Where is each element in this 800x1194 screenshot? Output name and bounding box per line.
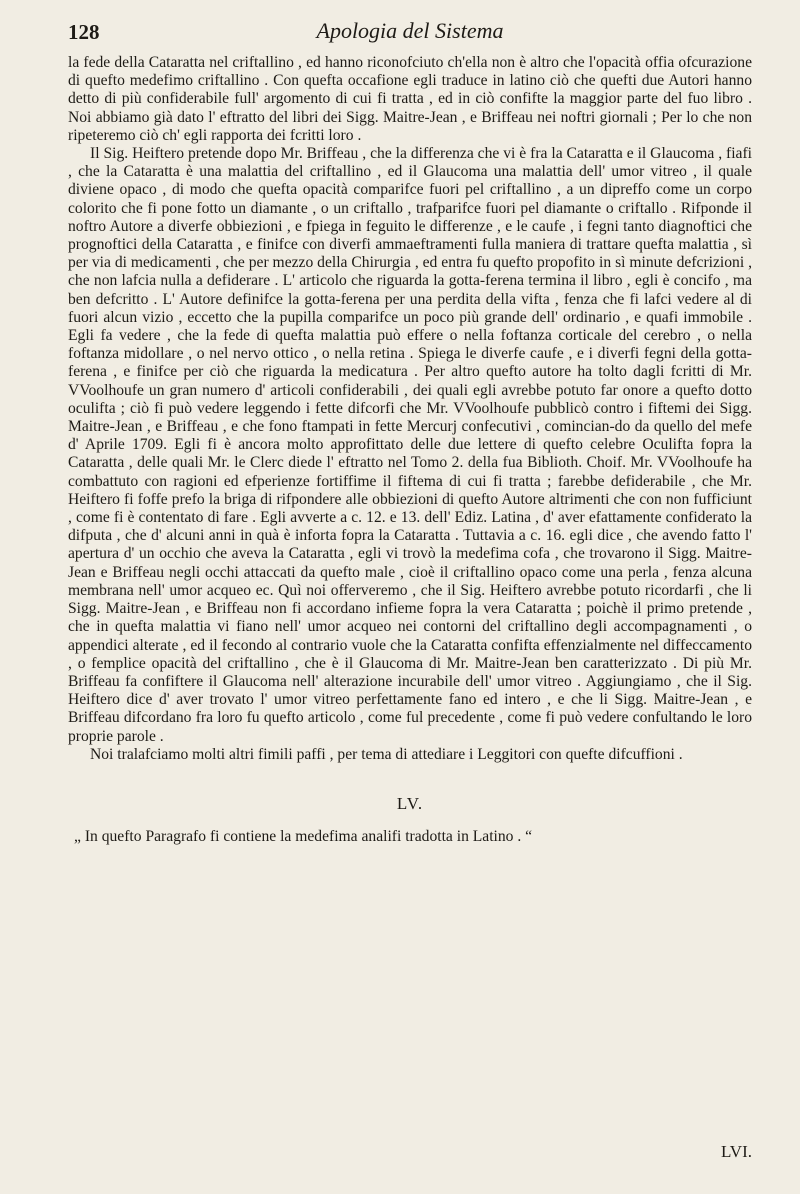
catchword: LVI. bbox=[720, 1142, 752, 1161]
page-number: 128 bbox=[68, 20, 100, 44]
paragraph-3: Noi tralafciamo molti altri fimili paffi , per tema di attediare i Leggitori con quefte difcuffioni . bbox=[90, 745, 683, 763]
running-title: Apologia del Sistema bbox=[316, 18, 504, 43]
section-number: LV. bbox=[396, 793, 424, 813]
section-quote: „ In quefto Paragrafo fi contiene la medefima analifi tradotta in Latino . “ bbox=[74, 827, 533, 845]
running-head bbox=[68, 14, 752, 48]
body-text bbox=[68, 54, 752, 764]
paragraph-2: Il Sig. Heiftero pretende dopo Mr. Briffeau , che la differenza che vi è fra la Cataratta e il Glaucoma , fiafi , che la Cataratta è una malattia del criftallino , ed il Glaucoma una malattia dell' umor vitreo , il quale diviene opaco , di modo che quefta opacità comparifce fuori pel criftallino , a un dipreffo come un corpo colorito che fi pone fotto un diamante , o un criftallo , trafparifce fuori pel diamante o criftallo . Rifponde il noftro Autore a diverfe obbiezioni , e fpiega in feguito le differenze , e le caufe , i fegni tanto diagnoftici che prognoftici della Cataratta , e finifce con diverfi ammaeftramenti fulla maniera di trattare quefta malattia , sì per via di medicamenti , che per mezzo della Chirurgia , ed entra fu quefto propofito in sì minute defcrizioni , che non lafcia nulla a defiderare . L' articolo che riguarda la gotta-ferena termina il libro , egli è concifo , ma ben defcritto . L' Autore definifce la gotta-ferena per una perdita della vifta , fenza che fi lafci vedere al di fuori alcun vizio , eccetto che la pupilla comparifce un poco più grande dell' ordinario , e quafi immobile . Egli fa vedere , che la fede di quefta malattia può effere o nella foftanza corticale del cerebro , o nella foftanza midollare , o nel nervo ottico , o nella retina . Spiega le diverfe caufe , e i diverfi fegni della gotta-ferena , e finifce per ciò che riguarda la medicatura . Per altro quefto autore ha tolto dagli fcritti di Mr. VVoolhoufe un gran numero d' articoli confiderabili , dei quali egli avrebbe potuto far onore a quefto dotto oculifta ; ciò fi può vedere leggendo i fette difcorfi che Mr. VVoolhoufe pubblicò contro i fiftemi dei Sigg. Maitre-Jean , e Briffeau , e che fono ftampati in fette Mercurj confecutivi , comincian-do da quello del mefe d' Aprile 1709. Egli fi è ancora molto approfittato delle due lettere di quefto celebre Oculifta fopra la Cataratta , delle quali Mr. le Clerc diede l' eftratto nel Tomo 2. della fua Biblioth. Choif. Mr. VVoolhoufe ha combattuto con ragioni ed efperienze fortiffime il fiftema di cui fi tratta ; farebbe defiderabile , che Mr. Heiftero fi foffe prefo la briga di rifpondere alle obbiezioni di quefto Autore altrimenti che con non fufficiunt , come fi è contentato di fare . Egli avverte a c. 12. e 13. dell' Ediz. Latina , d' aver efattamente confiderato la difputa , che d' alcuni anni in quà è inforta fopra la Cataratta . Tuttavia a c. 16. egli dice , che avendo fatto l' apertura d' un occhio che aveva la Cataratta , egli vi trovò la medefima cofa , che trovarono il Sigg. Maitre-Jean e Briffeau negli occhi attaccati da quefto male , cioè il criftallino opaco come una perla , fenza alcuna membrana nell' umor acqueo ec. Quì noi offerveremo , che il Sig. Heiftero avrebbe potuto ricordarfi , che li Sigg. Maitre-Jean , e Briffeau non fi accordano infieme fopra la vera Cataratta ; poichè il primo pretende , che in quefta malattia vi fiano nell' umor acqueo nei contorni del criftallino degli accompagnamenti , o appendici alterate , ed il fecondo al contrario vuole che la Cataratta confifta effenzialmente nel diffeccamento , o femplice opacità del criftallino , che è il Glaucoma di Mr. Maitre-Jean ben caratterizzato . Di più Mr. Briffeau fa confiftere il Glaucoma nell' alterazione incurabile dell' umor vitreo . Aggiungiamo , che il Sig. Heiftero dice d' aver trovato l' umor vitreo perfettamente fano ed intero , e che li Sigg. Maitre-Jean , e Briffeau difcordano fra loro fu quefto articolo , come ful precedente , come fi può vedere confultando le loro proprie parole . bbox=[68, 145, 752, 745]
paragraph-1: la fede della Cataratta nel criftallino , ed hanno riconofciuto ch'ella non è altro che l'opacità offia ofcurazione di quefto medefimo criftallino . Con quefta occafione egli traduce in latino ciò che quefti due Autori hanno detto di più confiderabile full' argomento di cui fi tratta , ed in ciò confifte la maggior parte del fuo libro . Noi abbiamo già dato l' eftratto del libri dei Sigg. Maitre-Jean , e Briffeau nei noftri giornali ; Per lo che non ripeteremo ciò ch' egli rapporta dei fcritti loro . bbox=[68, 54, 752, 144]
